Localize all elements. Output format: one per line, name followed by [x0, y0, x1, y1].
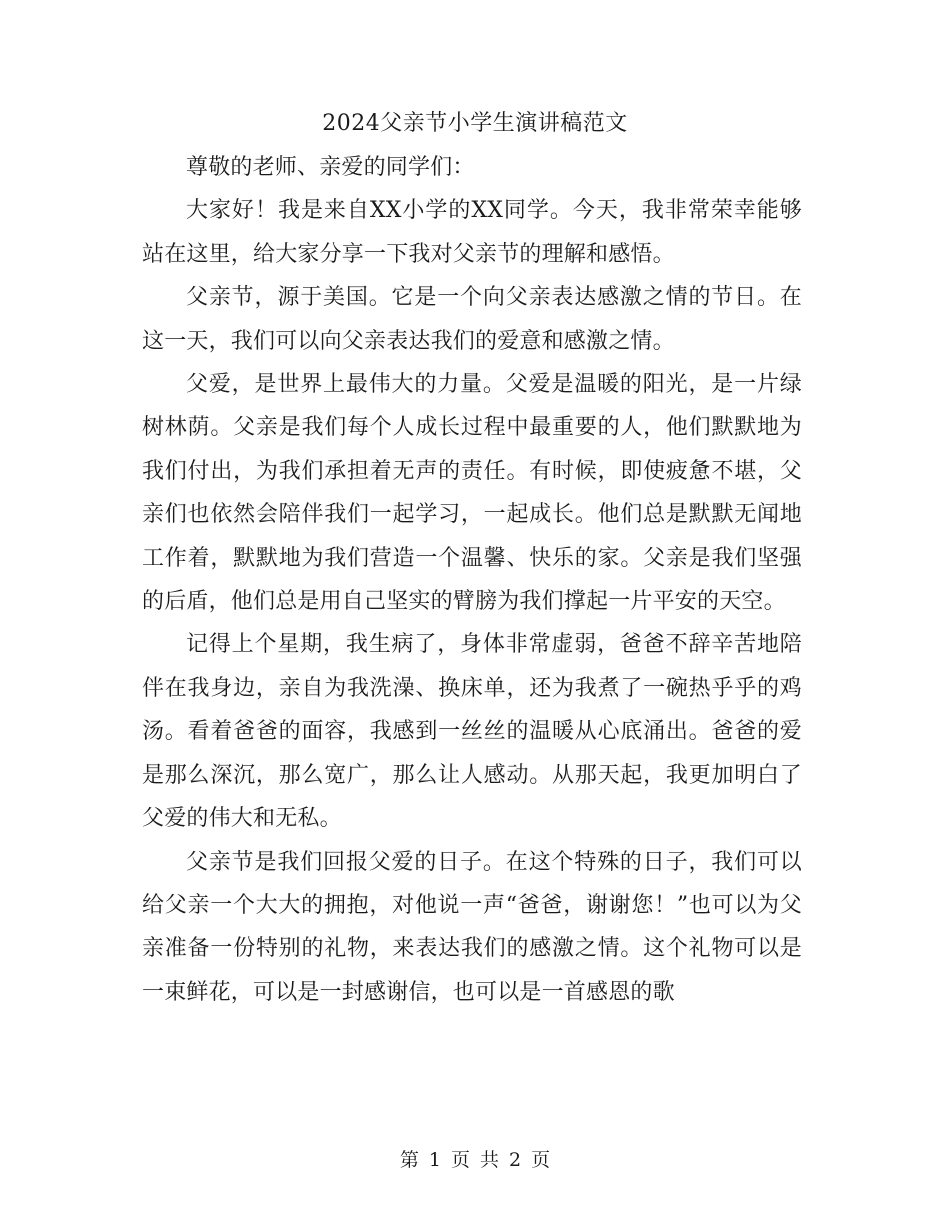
body-paragraph: 大家好！我是来自XX小学的XX同学。今天，我非常荣幸能够站在这里，给大家分享一下我对父亲节的理解和感悟。: [142, 198, 802, 267]
body-paragraph: 记得上个星期，我生病了，身体非常虚弱，爸爸不辞辛苦地陪伴在我身边，亲自为我洗澡、换床单，还为我煮了一碗热乎乎的鸡汤。看着爸爸的面容，我感到一丝丝的温暖从心底涌出。爸爸的爱是那么深沉，那么宽广，那么让人感动。从那天起，我更加明白了父爱的伟大和无私。: [142, 632, 802, 832]
greeting-paragraph: 尊敬的老师、亲爱的同学们：: [186, 155, 475, 180]
body-paragraph: 父爱，是世界上最伟大的力量。父爱是温暖的阳光，是一片绿树林荫。父亲是我们每个人成长过程中最重要的人，他们默默地为我们付出，为我们承担着无声的责任。有时候，即使疲惫不堪，父亲们也依然会陪伴我们一起学习，一起成长。他们总是默默无闻地工作着，默默地为我们营造一个温馨、快乐的家。父亲是我们坚强的后盾，他们总是用自己坚实的臂膀为我们撑起一片平安的天空。: [142, 372, 802, 615]
document-body: [142, 146, 802, 1014]
body-paragraph: 父亲节是我们回报父爱的日子。在这个特殊的日子，我们可以给父亲一个大大的拥抱，对他说一声“爸爸，谢谢您！”也可以为父亲准备一份特别的礼物，来表达我们的感激之情。这个礼物可以是一束鲜花，可以是一封感谢信，也可以是一首感恩的歌: [142, 849, 802, 1005]
document-title: 2024父亲节小学生演讲稿范文: [322, 111, 628, 136]
page-number-footer: 第 1 页 共 2 页: [399, 1149, 551, 1171]
body-paragraph: 父亲节，源于美国。它是一个向父亲表达感激之情的节日。在这一天，我们可以向父亲表达我们的爱意和感激之情。: [142, 285, 802, 354]
